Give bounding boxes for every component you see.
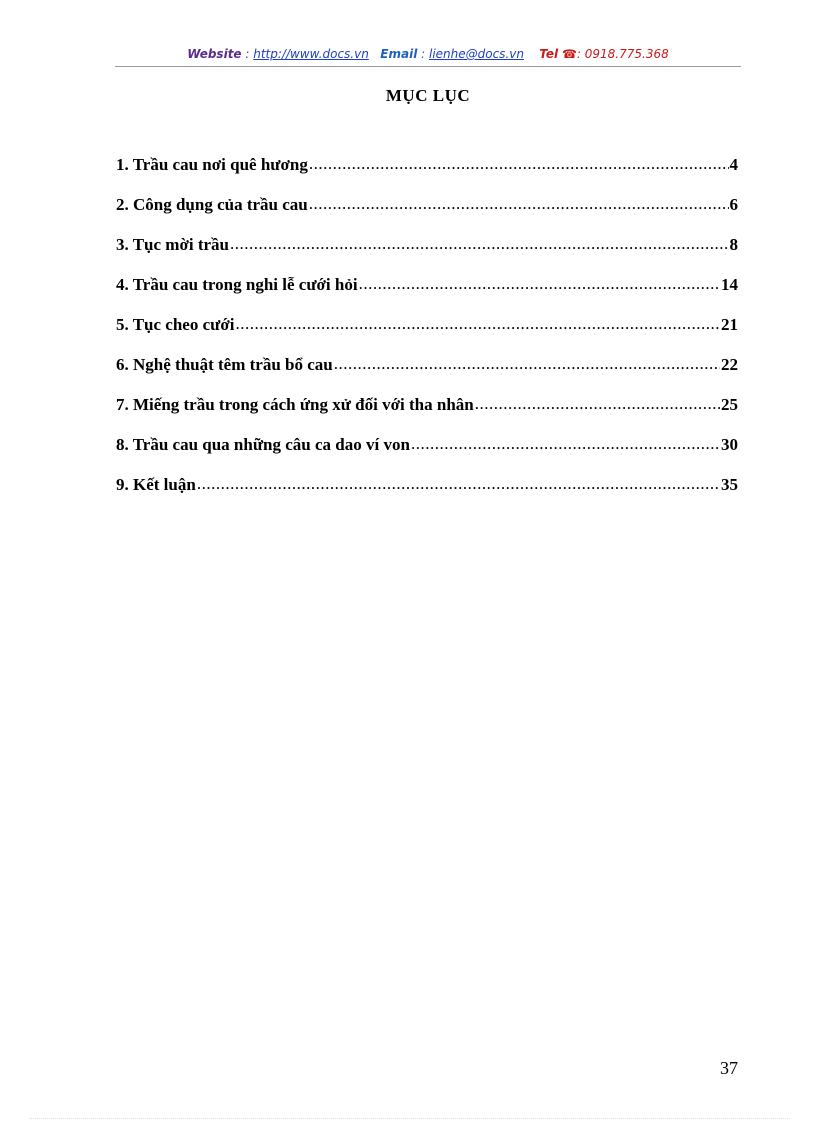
toc-dot-leader (411, 434, 720, 454)
toc-dot-leader (334, 354, 720, 374)
toc-entry-page: 30 (721, 435, 738, 454)
website-label: Website (187, 47, 242, 61)
email-colon: : (417, 47, 429, 61)
toc-entry-text: 9. Kết luận (116, 475, 196, 494)
toc-dot-leader (235, 314, 720, 334)
toc-dot-leader (309, 154, 729, 174)
toc-entry-text: 4. Trầu cau trong nghi lễ cưới hỏi (116, 275, 358, 294)
toc-entry-text: 5. Tục cheo cưới (116, 315, 235, 334)
header-divider (115, 66, 741, 67)
toc-dot-leader (309, 194, 729, 214)
page-title: MỤC LỤC (385, 86, 471, 105)
footer-divider (30, 1118, 790, 1119)
toc-entry-page: 22 (721, 355, 738, 374)
toc-entry-page: 21 (721, 315, 738, 334)
toc-entry-text: 8. Trầu cau qua những câu ca dao ví von (116, 435, 410, 454)
toc-entry[interactable] (116, 395, 738, 435)
email-link[interactable]: lienhe@docs.vn (428, 47, 524, 61)
phone-icon: ☎ (561, 47, 577, 61)
toc-entry-text: 6. Nghệ thuật têm trầu bổ cau (116, 355, 333, 374)
toc-dot-leader (230, 234, 729, 254)
toc-entry[interactable] (116, 155, 738, 195)
toc-entry[interactable] (116, 355, 738, 395)
toc-dot-leader (475, 394, 720, 414)
page-header (115, 47, 741, 61)
toc-entry[interactable] (116, 195, 738, 235)
toc-entry-text: 1. Trầu cau nơi quê hương (116, 155, 308, 174)
toc-entry-page: 35 (721, 475, 738, 494)
page-number: 37 (720, 1058, 738, 1078)
toc-dot-leader (359, 274, 720, 294)
tel-label: Tel (539, 47, 559, 61)
toc-entry-text: 7. Miếng trầu trong cách ứng xử đối với tha nhân (116, 395, 474, 414)
toc-entry-page: 8 (729, 235, 738, 254)
email-label: Email (380, 47, 418, 61)
table-of-contents (116, 155, 738, 515)
toc-entry-page: 25 (721, 395, 738, 414)
website-colon: : (241, 47, 254, 61)
toc-entry-page: 4 (729, 155, 738, 174)
website-link[interactable]: http://www.docs.vn (253, 47, 369, 61)
toc-entry[interactable] (116, 315, 738, 355)
toc-entry[interactable] (116, 275, 738, 315)
toc-entry-page: 6 (729, 195, 738, 214)
toc-entry[interactable] (116, 235, 738, 275)
toc-entry[interactable] (116, 435, 738, 475)
tel-value: : 0918.775.368 (576, 47, 669, 61)
toc-entry-text: 2. Công dụng của trầu cau (116, 195, 308, 214)
toc-entry-text: 3. Tục mời trầu (116, 235, 229, 254)
toc-entry-page: 14 (721, 275, 738, 294)
toc-entry[interactable] (116, 475, 738, 515)
toc-dot-leader (197, 474, 720, 494)
